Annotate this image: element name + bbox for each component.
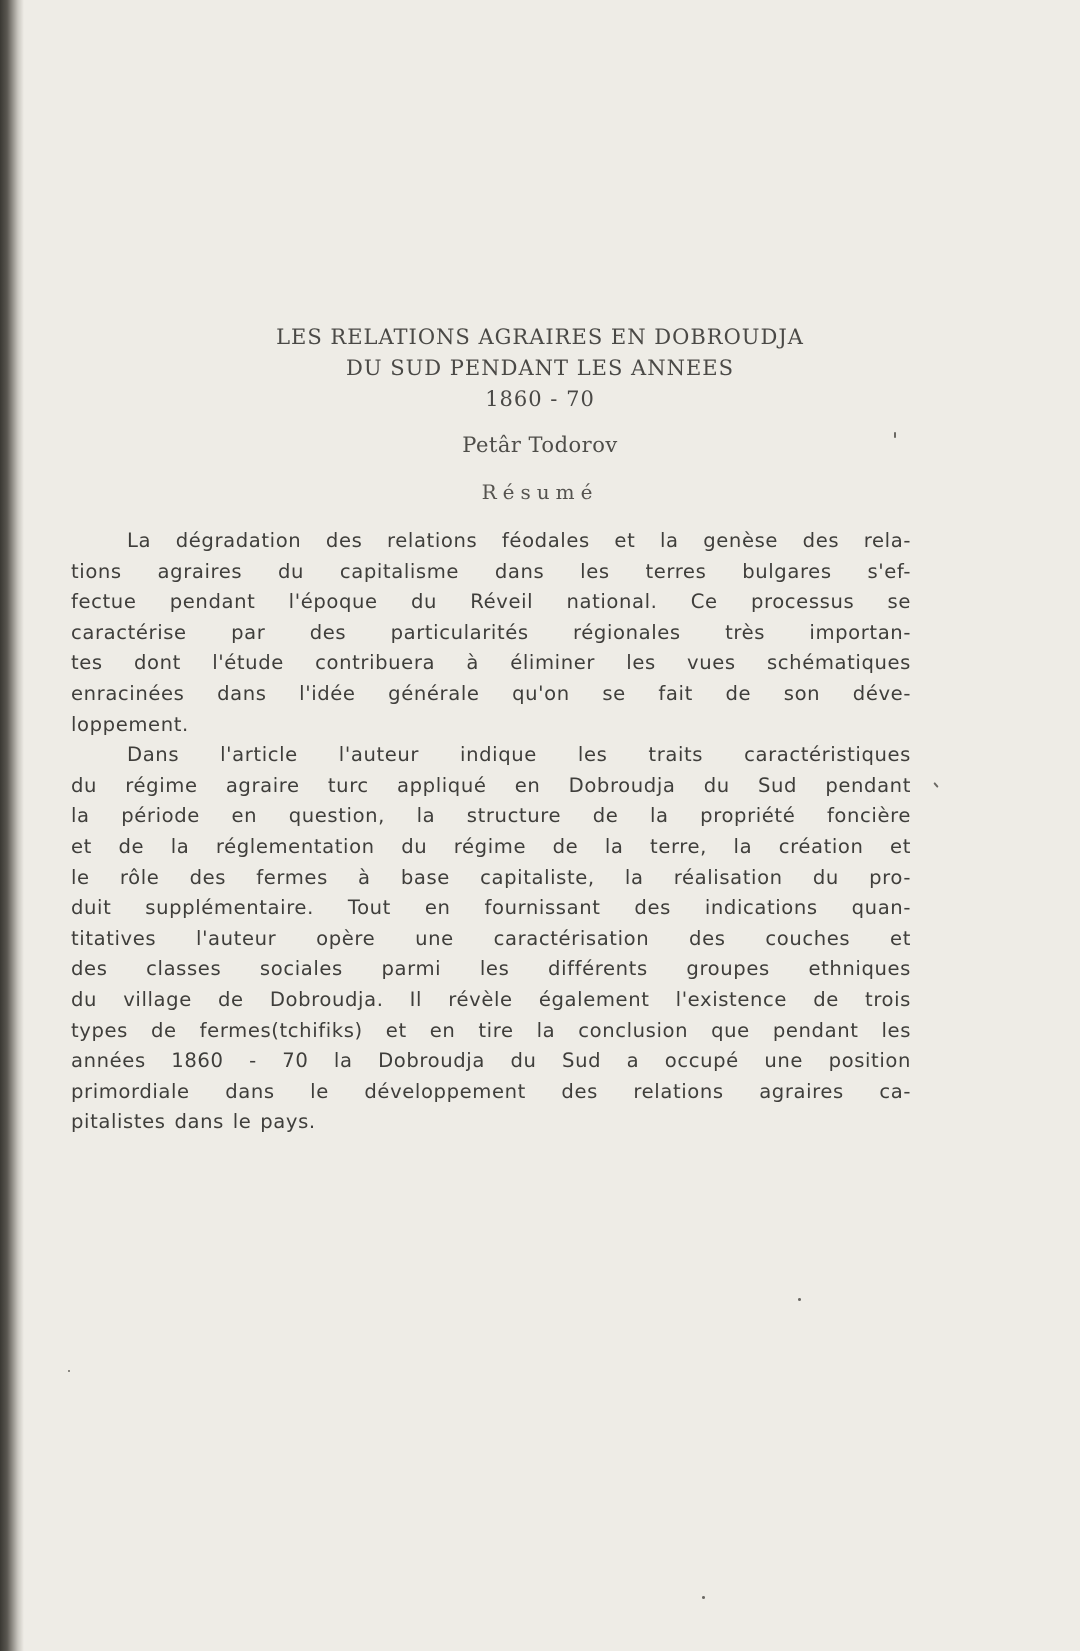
scan-speck [702, 1596, 705, 1599]
paragraph-line: le rôle des fermes à base capitaliste, la réalisation du pro- [71, 865, 911, 889]
paragraph-line: tes dont l'étude contribuera à éliminer les vues schématiques [71, 651, 911, 675]
paragraph-line: années 1860 - 70 la Dobroudja du Sud a occupé une position [71, 1049, 911, 1073]
article-title-line-3: 1860 - 70 [485, 387, 595, 411]
article-title-line-1: LES RELATIONS AGRAIRES EN DOBROUDJA [276, 325, 804, 349]
author-name: Petâr Todorov [462, 433, 618, 457]
paragraph-line: des classes sociales parmi les différents groupes ethniques [71, 957, 911, 981]
paragraph-line: types de fermes(tchifiks) et en tire la conclusion que pendant les [71, 1018, 911, 1042]
paragraph-line: caractérise par des particularités régionales très importan- [71, 620, 911, 644]
paragraph-line: primordiale dans le développement des relations agraires ca- [71, 1079, 911, 1103]
paragraph-2 [71, 740, 911, 1138]
paragraph-line: La dégradation des relations féodales et la genèse des rela- [127, 529, 911, 552]
paragraph-line: enracinées dans l'idée générale qu'on se fait de son déve- [71, 681, 911, 705]
paragraph-line: titatives l'auteur opère une caractérisation des couches et [71, 926, 911, 950]
paragraph-line: fectue pendant l'époque du Réveil national. Ce processus se [71, 590, 911, 614]
scan-speck [68, 1370, 70, 1372]
section-heading: Résumé [481, 480, 599, 504]
article-title-line-2: DU SUD PENDANT LES ANNEES [346, 356, 734, 380]
summary-body [71, 526, 911, 1138]
paragraph-line: tions agraires du capitalisme dans les terres bulgares s'ef- [71, 559, 911, 583]
paragraph-line: Dans l'article l'auteur indique les traits caractéristiques [127, 743, 911, 767]
scan-speck [933, 782, 938, 788]
paragraph-line: la période en question, la structure de la propriété foncière [71, 804, 911, 828]
paragraph-1 [71, 526, 911, 740]
scan-speck [798, 1298, 801, 1301]
paragraph-line: duit supplémentaire. Tout en fournissant des indications quan- [71, 896, 911, 920]
article-header [0, 322, 1080, 507]
scan-speck [894, 432, 896, 438]
paragraph-line: loppement. [71, 712, 189, 736]
paragraph-line: du régime agraire turc appliqué en Dobroudja du Sud pendant [71, 773, 911, 797]
page-binding-edge [0, 0, 24, 1651]
paragraph-line: et de la réglementation du régime de la terre, la création et [71, 834, 911, 858]
paragraph-line: pitalistes dans le pays. [71, 1110, 316, 1134]
paragraph-line: du village de Dobroudja. Il révèle également l'existence de trois [71, 987, 911, 1011]
